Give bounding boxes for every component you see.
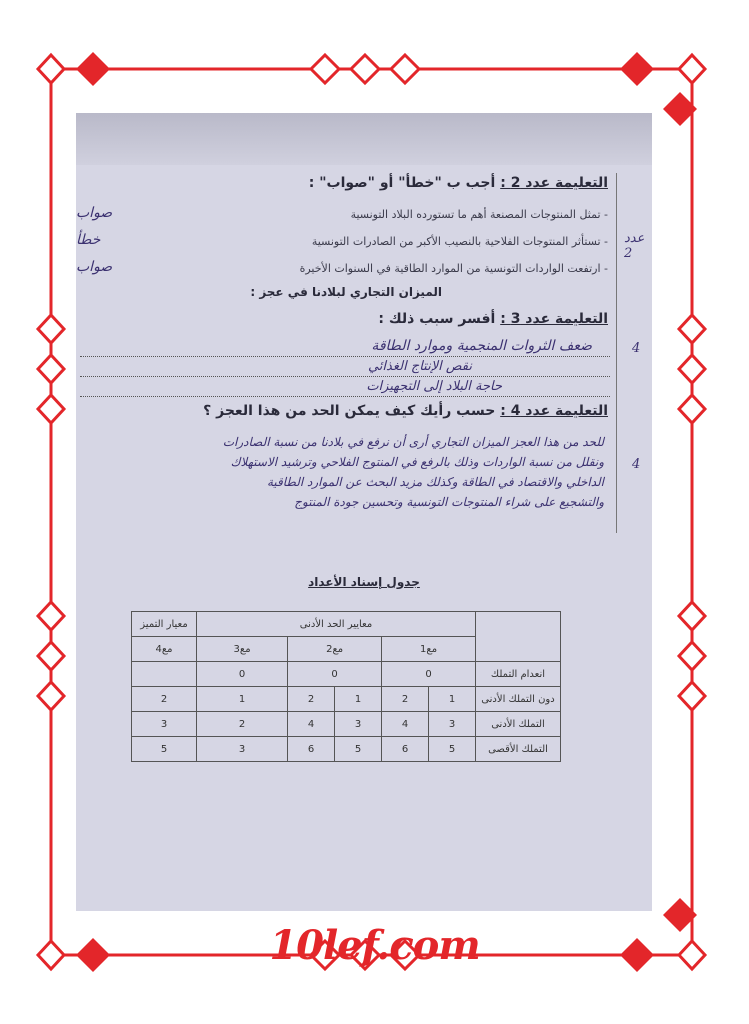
answer-dotted-line-3 — [80, 396, 610, 397]
site-watermark-logo: 10lef.com — [269, 922, 480, 969]
table-row — [132, 687, 561, 712]
cell: 2 — [382, 687, 429, 712]
grading-table-caption: جدول إسناد الأعداد — [308, 575, 420, 589]
exercise2-answer-1: صواب — [76, 205, 113, 221]
cell: 4 — [288, 712, 335, 737]
table-row — [132, 737, 561, 762]
exercise3-answer-3: حاجة البلاد إلى التجهيزات — [366, 379, 502, 394]
exercise2-item-3: - ارتفعت الواردات التونسية من الموارد الطاقية في السنوات الأخيرة — [299, 262, 608, 275]
criterion-2: مع2 — [288, 637, 382, 662]
paper-fold-shadow — [76, 113, 652, 165]
exercise2-answer-2: خطأ — [76, 232, 101, 248]
exercise2-item-2: - تستأثر المنتوجات الفلاحية بالنصيب الأكبر من الصادرات التونسية — [311, 235, 608, 248]
cell: 5 — [335, 737, 382, 762]
margin-line — [616, 173, 617, 533]
cell: 3 — [429, 712, 476, 737]
exercise3-title — [378, 311, 608, 327]
margin-mark-2: 4 — [632, 341, 641, 356]
exercise3-title-text: أفسر سبب ذلك : — [378, 311, 496, 327]
cell: 6 — [382, 737, 429, 762]
exercise4-title — [203, 403, 608, 419]
balance-statement: الميزان التجاري لبلادنا في عجز : — [250, 285, 442, 299]
margin-mark-1: عدد 2 — [624, 231, 645, 261]
answer-dotted-line-1 — [80, 356, 610, 357]
exercise2-answer-3: صواب — [76, 259, 113, 275]
margin-mark-3: 4 — [632, 457, 641, 472]
cell: 0 — [197, 662, 288, 687]
exercise4-answer-line-4: والتشجيع على شراء المنتوجات التونسية وتحسين جودة المنتوج — [294, 495, 604, 509]
answer-dotted-line-2 — [80, 376, 610, 377]
exercise3-title-prefix: التعليمة عدد 3 : — [500, 311, 608, 327]
cell — [132, 662, 197, 687]
exam-photo — [76, 113, 652, 911]
exercise2-item-1: - تمثل المنتوجات المصنعة أهم ما تستورده البلاد التونسية — [350, 208, 608, 221]
table-row — [132, 662, 561, 687]
cell: 3 — [132, 712, 197, 737]
row-label: التملك الأدنى — [476, 712, 561, 737]
cell: 0 — [288, 662, 382, 687]
criterion-3: مع3 — [197, 637, 288, 662]
corner-cell — [476, 612, 561, 662]
row-label: دون التملك الأدنى — [476, 687, 561, 712]
grading-table — [131, 611, 561, 762]
cell: 1 — [429, 687, 476, 712]
exercise2-title — [309, 175, 608, 191]
cell: 5 — [429, 737, 476, 762]
cell: 3 — [197, 737, 288, 762]
exercise3-answer-1: ضعف الثروات المنجمية وموارد الطاقة — [371, 338, 592, 354]
cell: 2 — [288, 687, 335, 712]
cell: 5 — [132, 737, 197, 762]
header-excellence: معيار التميز — [132, 612, 197, 637]
cell: 4 — [382, 712, 429, 737]
criterion-4: مع4 — [132, 637, 197, 662]
header-min-criteria: معايير الحد الأدنى — [197, 612, 476, 637]
row-label: التملك الأقصى — [476, 737, 561, 762]
exercise3-answer-2: نقص الإنتاج الغذائي — [367, 359, 472, 374]
exercise4-title-prefix: التعليمة عدد 4 : — [500, 403, 608, 419]
exercise4-answer-line-3: الداخلي والاقتصاد في الطاقة وكذلك مزيد البحث عن الموارد الطاقية — [266, 475, 604, 489]
row-label: انعدام التملك — [476, 662, 561, 687]
exercise4-answer-line-2: ونقلل من نسبة الواردات وذلك بالرفع في المنتوج الفلاحي وترشيد الاستهلاك — [230, 455, 604, 469]
cell: 3 — [335, 712, 382, 737]
cell: 1 — [335, 687, 382, 712]
cell: 0 — [382, 662, 476, 687]
exercise4-title-text: حسب رأيك كيف يمكن الحد من هذا العجز ؟ — [203, 403, 496, 419]
cell: 6 — [288, 737, 335, 762]
cell: 2 — [132, 687, 197, 712]
cell: 2 — [197, 712, 288, 737]
exercise4-answer-line-1: للحد من هذا العجز الميزان التجاري أرى أن نرفع في بلادنا من نسبة الصادرات — [222, 435, 604, 449]
exercise2-title-prefix: التعليمة عدد 2 : — [500, 175, 608, 191]
cell: 1 — [197, 687, 288, 712]
criterion-1: مع1 — [382, 637, 476, 662]
exercise2-title-text: أجب ب "خطأ" أو "صواب" : — [308, 175, 496, 191]
table-row — [132, 712, 561, 737]
